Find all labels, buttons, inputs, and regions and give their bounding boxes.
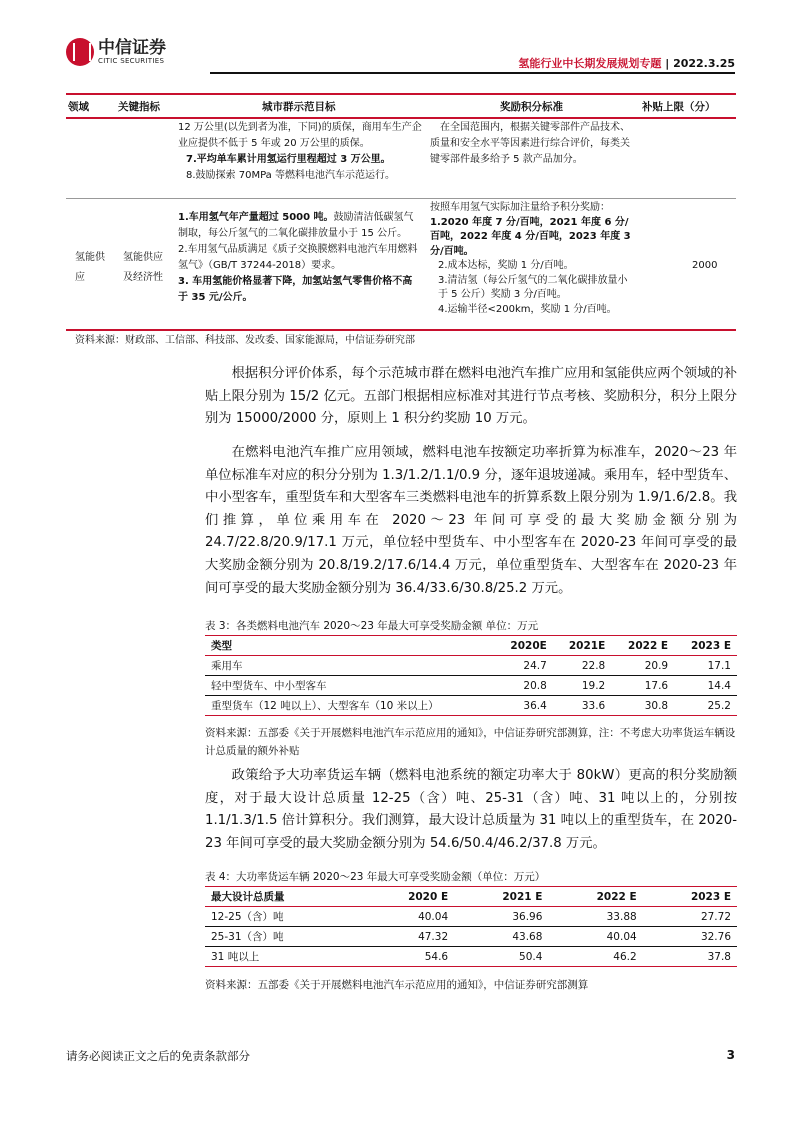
row2-cap: 2000 [692, 260, 718, 271]
cell: 37.8 [643, 947, 737, 967]
paragraph: 在燃料电池汽车推广应用领域，燃料电池车按额定功率折算为标准车，2020～23 年单位标准车对应的积分分别为 1.3/1.2/1.1/0.9 分，逐年退坡递减。乘用车，轻中型货车、中小型客车，重型货车和大型客车三类燃料电池车的折算系数上限分别为 1.9/1.6/2.8。我们推算，单位乘用车在 2020～23 年间可享受的最大奖励金额分别为 24.7/22.8/20.9/17.1 万元，单位轻中型货车、中小型客车在 2020-23 年间可享受的最大奖励金额分别为 20.8/19.2/17.6/14.4 万元，单位重型货车、大型客车在 2020-23 年间可享受的最大奖励金额分别为 36.4/33.6/30.8/25.2 万元。 [205, 445, 737, 596]
cell: 17.6 [611, 676, 674, 696]
report-title: 氢能行业中长期发展规划专题 [518, 57, 662, 70]
row2-indicator: 氢能供应及经济性 [123, 252, 163, 283]
header-cell: 2022 E [548, 887, 642, 907]
table-row [205, 696, 737, 716]
table-header-row [205, 636, 737, 656]
cell: 12-25（含）吨 [205, 907, 360, 927]
table-header-row [205, 887, 737, 907]
reward-text: 按照车用氢气实际加注量给予积分奖励： [430, 202, 610, 213]
cell: 33.6 [553, 696, 611, 716]
report-header: 氢能行业中长期发展规划专题 | 2022.3.25 [518, 57, 735, 70]
cell: 27.72 [643, 907, 737, 927]
target-text: 8.鼓励探索 70MPa 等燃料电池汽车示范运行。 [186, 170, 395, 181]
row2-reward [430, 201, 632, 317]
header-cell: 2022 E [611, 636, 674, 656]
cell: 40.04 [548, 927, 642, 947]
table-top-border [66, 93, 736, 95]
reward-text: 3.清洁氢（每公斤氢气的二氧化碳排放量小于 5 公斤）奖励 3 分/百吨。 [438, 274, 628, 300]
col-header-target: 城市群示范目标 [262, 101, 336, 113]
header-cell: 2021E [553, 636, 611, 656]
table-bottom-border [66, 329, 736, 331]
header-cell: 类型 [205, 636, 494, 656]
table4 [205, 886, 737, 967]
header-cell: 2020E [494, 636, 552, 656]
row-divider [66, 198, 736, 199]
cell: 20.9 [611, 656, 674, 676]
cell: 31 吨以上 [205, 947, 360, 967]
col-header-cap: 补贴上限（分） [642, 101, 716, 113]
cell: 24.7 [494, 656, 552, 676]
target-text: 2.车用氢气品质满足《质子交换膜燃料电池汽车用燃料 氢气》（GB/T 37244-2018）要求。 [178, 244, 418, 271]
table3-caption: 表 3：各类燃料电池汽车 2020～23 年最大可享受奖励金额 单位：万元 [205, 620, 539, 632]
target-text: 3. 车用氢能价格显著下降，加氢站氢气零售价格不高于 35 元/公斤。 [178, 276, 413, 303]
cell: 40.04 [360, 907, 454, 927]
cell: 32.76 [643, 927, 737, 947]
cell: 22.8 [553, 656, 611, 676]
report-date: 2022.3.25 [673, 57, 735, 70]
footer-disclaimer: 请务必阅读正文之后的免责条款部分 [66, 1049, 250, 1063]
cell: 25.2 [674, 696, 737, 716]
reward-text: 2.成本达标，奖励 1 分/百吨。 [438, 260, 574, 271]
reward-text: 1.2020 年度 7 分/百吨，2021 年度 6 分/百吨，2022 年度 4 分/百吨，2023 年度 3 分/百吨。 [430, 216, 631, 257]
row2-domain: 氢能供应 [75, 252, 105, 283]
target-text: 12 万公里(以先到者为准，下同)的质保，商用车生产企业应提供不低于 5 年或 20 万公里的质保。 [178, 122, 422, 149]
target-text: 7.平均单车累计用氢运行里程超过 3 万公里。 [186, 154, 391, 165]
table-row [205, 907, 737, 927]
header-divider [210, 72, 735, 74]
logo-cn: 中信证券 [98, 38, 166, 58]
cell: 19.2 [553, 676, 611, 696]
header-cell: 最大设计总质量 [205, 887, 360, 907]
cell: 43.68 [454, 927, 548, 947]
col-header-reward: 奖励积分标准 [500, 101, 563, 113]
row1-target [178, 120, 422, 184]
paragraph: 政策给予大功率货运车辆（燃料电池系统的额定功率大于 80kW）更高的积分奖励额度，对于最大设计总质量 12-25（含）吨、25-31（含）吨、31 吨以上的，分别按 1.1/1.3/1.5 倍计算积分。我们测算，最大设计总质量为 31 吨以上的重型货车，在 2020-23 年间可享受的最大奖励金额分别为 54.6/50.4/46.2/37.8 万元。 [205, 768, 737, 851]
cell: 36.96 [454, 907, 548, 927]
table-row [205, 947, 737, 967]
cell: 14.4 [674, 676, 737, 696]
cell: 54.6 [360, 947, 454, 967]
citic-logo [66, 38, 166, 66]
cell: 47.32 [360, 927, 454, 947]
table4-source: 资料来源：五部委《关于开展燃料电池汽车示范应用的通知》，中信证券研究部测算 [205, 979, 589, 991]
table-row [205, 676, 737, 696]
table3 [205, 635, 737, 716]
row1-reward: 在全国范围内，根据关键零部件产品技术、质量和安全水平等因素进行综合评价，每类关键零部件最多给予 5 款产品加分。 [430, 122, 630, 165]
paragraph: 根据积分评价体系，每个示范城市群在燃料电池汽车推广应用和氢能供应两个领域的补贴上限分别为 15/2 亿元。五部门根据相应标准对其进行节点考核、奖励积分，积分上限分别为 15000/2000 分，原则上 1 积分约奖励 10 万元。 [205, 366, 737, 427]
header-cell: 2023 E [674, 636, 737, 656]
col-header-domain: 领域 [68, 101, 89, 113]
cell: 50.4 [454, 947, 548, 967]
row2-target [178, 210, 422, 306]
cell: 重型货车（12 吨以上）、大型客车（10 米以上） [205, 696, 494, 716]
cell: 17.1 [674, 656, 737, 676]
table-row [205, 927, 737, 947]
cell: 30.8 [611, 696, 674, 716]
citic-logo-icon [66, 38, 94, 66]
header-cell: 2020 E [360, 887, 454, 907]
cell: 46.2 [548, 947, 642, 967]
header-cell: 2021 E [454, 887, 548, 907]
table3-source: 资料来源：五部委《关于开展燃料电池汽车示范应用的通知》，中信证券研究部测算，注：不考虑大功率货运车辆设计总质量的额外补贴 [205, 727, 736, 757]
table4-caption: 表 4：大功率货运车辆 2020～23 年最大可享受奖励金额（单位：万元） [205, 871, 546, 883]
logo-en: CITIC SECURITIES [98, 57, 165, 65]
table-source: 资料来源：财政部、工信部、科技部、发改委、国家能源局，中信证券研究部 [75, 335, 415, 346]
reward-text: 4.运输半径<200km，奖励 1 分/百吨。 [438, 303, 617, 315]
cell: 轻中型货车、中小型客车 [205, 676, 494, 696]
target-text: 1.车用氢气年产量超过 5000 吨。 [178, 212, 334, 223]
cell: 乘用车 [205, 656, 494, 676]
cell: 33.88 [548, 907, 642, 927]
cell: 36.4 [494, 696, 552, 716]
target-text: 鼓励清洁低碳氢气制取，每公斤氢气的二氧化碳排放量小于 15 公斤。 [178, 212, 414, 239]
cell: 20.8 [494, 676, 552, 696]
header-cell: 2023 E [643, 887, 737, 907]
table-row [205, 656, 737, 676]
table-header-border [66, 117, 736, 119]
page-number: 3 [726, 1048, 735, 1062]
cell: 25-31（含）吨 [205, 927, 360, 947]
col-header-indicator: 关键指标 [118, 101, 160, 113]
